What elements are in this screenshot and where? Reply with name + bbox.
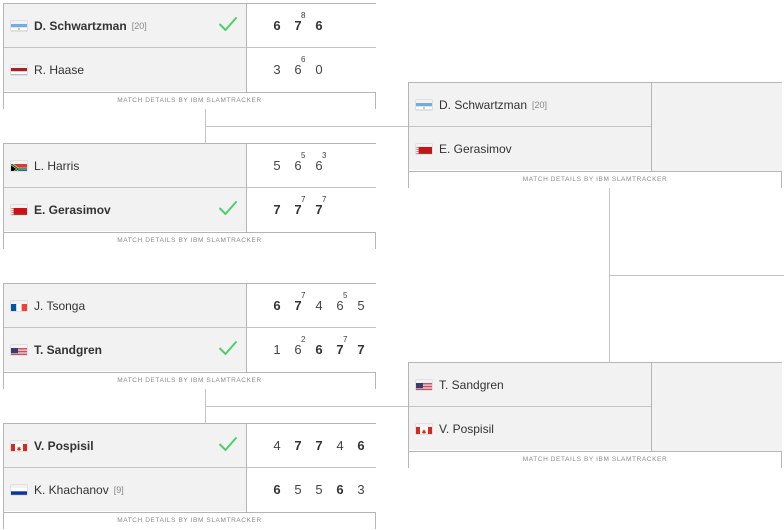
set-score <box>330 291 351 313</box>
canada-flag-icon <box>11 441 27 451</box>
tiebreak-score: 7 <box>322 195 327 204</box>
match-details-link[interactable]: MATCH DETAILS BY IBM SLAMTRACKER <box>409 171 781 188</box>
player-name[interactable]: E. Gerasimov <box>34 202 111 217</box>
set-score <box>351 298 372 313</box>
set-scores <box>247 335 372 357</box>
set-score <box>267 62 288 77</box>
score-panel <box>246 424 376 512</box>
match-details-link[interactable]: MATCH DETAILS BY IBM SLAMTRACKER <box>4 512 375 529</box>
set-games: 7 <box>357 342 366 357</box>
score-line <box>652 83 782 126</box>
set-score <box>267 438 288 453</box>
set-score <box>309 342 330 357</box>
score-line <box>247 468 376 511</box>
set-score <box>267 342 288 357</box>
set-score <box>309 195 330 217</box>
set-games: 6 <box>294 158 303 173</box>
set-games: 6 <box>315 18 324 33</box>
score-line <box>652 363 782 406</box>
set-scores <box>247 291 372 313</box>
player-row[interactable] <box>409 127 651 170</box>
score-panel <box>651 363 782 451</box>
set-games: 6 <box>336 482 345 497</box>
set-score <box>351 438 372 453</box>
set-games: 4 <box>273 438 282 453</box>
set-games: 1 <box>273 342 282 357</box>
score-line <box>652 407 782 450</box>
score-line <box>247 188 376 231</box>
bracket-connector <box>609 275 784 276</box>
set-games: 6 <box>357 438 366 453</box>
match-card[interactable] <box>408 362 782 468</box>
tiebreak-score: 6 <box>301 55 306 64</box>
set-score <box>288 151 309 173</box>
score-panel <box>246 4 376 92</box>
set-games: 5 <box>357 298 366 313</box>
check-icon <box>218 200 238 216</box>
match-card[interactable] <box>3 143 376 249</box>
set-scores <box>247 11 330 33</box>
player-name[interactable]: T. Sandgren <box>34 342 103 357</box>
tiebreak-score: 7 <box>301 291 306 300</box>
player-row[interactable] <box>4 48 246 91</box>
player-name[interactable]: L. Harris <box>34 158 80 173</box>
match-card[interactable] <box>3 3 376 109</box>
player-name[interactable]: V. Pospisil <box>439 421 494 436</box>
set-score <box>267 482 288 497</box>
set-games: 6 <box>273 18 282 33</box>
set-score <box>267 18 288 33</box>
score-panel <box>651 83 782 171</box>
set-scores <box>247 55 330 77</box>
set-score <box>288 11 309 33</box>
player-row[interactable] <box>4 284 246 328</box>
set-games: 7 <box>315 202 324 217</box>
set-score <box>309 62 330 77</box>
player-row[interactable] <box>4 144 246 188</box>
set-games: 7 <box>336 342 345 357</box>
tiebreak-score: 3 <box>322 151 327 160</box>
argentina-flag-icon <box>11 21 27 31</box>
set-score <box>330 438 351 453</box>
set-games: 7 <box>273 202 282 217</box>
player-row[interactable] <box>409 363 651 407</box>
score-line <box>247 4 376 48</box>
set-games: 6 <box>273 482 282 497</box>
check-icon <box>218 436 238 452</box>
player-row[interactable] <box>4 468 246 511</box>
belarus-flag-icon <box>416 144 432 154</box>
set-games: 3 <box>357 482 366 497</box>
set-scores <box>247 482 372 497</box>
set-games: 6 <box>315 342 324 357</box>
set-score <box>288 335 309 357</box>
set-games: 6 <box>273 298 282 313</box>
set-games: 6 <box>315 158 324 173</box>
tiebreak-score: 5 <box>301 151 306 160</box>
set-score <box>288 482 309 497</box>
set-score <box>309 151 330 173</box>
set-games: 6 <box>294 62 303 77</box>
set-score <box>267 158 288 173</box>
match-details-link[interactable]: MATCH DETAILS BY IBM SLAMTRACKER <box>4 92 375 109</box>
set-games: 6 <box>294 342 303 357</box>
match-card[interactable] <box>3 283 376 389</box>
match-details-link[interactable]: MATCH DETAILS BY IBM SLAMTRACKER <box>4 232 375 249</box>
score-line <box>247 144 376 188</box>
set-score <box>288 291 309 313</box>
canada-flag-icon <box>416 424 432 434</box>
match-details-link[interactable]: MATCH DETAILS BY IBM SLAMTRACKER <box>409 451 781 468</box>
bracket-connector <box>205 406 408 407</box>
set-score <box>309 482 330 497</box>
player-name[interactable]: K. Khachanov <box>34 482 109 497</box>
set-score <box>288 55 309 77</box>
tiebreak-score: 2 <box>301 335 306 344</box>
player-name[interactable]: T. Sandgren <box>439 377 504 392</box>
player-seed: [20] <box>131 20 147 31</box>
player-row[interactable] <box>4 424 246 468</box>
set-score <box>309 438 330 453</box>
set-games: 7 <box>294 202 303 217</box>
match-card[interactable] <box>408 82 782 188</box>
set-games: 7 <box>294 18 303 33</box>
france-flag-icon <box>11 301 27 311</box>
player-seed: [20] <box>532 99 548 110</box>
check-icon <box>218 16 238 32</box>
argentina-flag-icon <box>416 100 432 110</box>
set-games: 0 <box>315 62 324 77</box>
score-line <box>247 284 376 328</box>
set-score <box>288 195 309 217</box>
score-panel <box>246 144 376 232</box>
bracket-connector <box>205 126 408 127</box>
player-row[interactable] <box>4 4 246 48</box>
tiebreak-score: 7 <box>343 335 348 344</box>
score-panel <box>246 284 376 372</box>
set-scores <box>247 195 330 217</box>
player-name[interactable]: V. Pospisil <box>34 438 94 453</box>
set-games: 4 <box>315 298 324 313</box>
set-score <box>351 342 372 357</box>
belarus-flag-icon <box>11 205 27 215</box>
russia-flag-icon <box>11 485 27 495</box>
player-row[interactable] <box>4 188 246 231</box>
player-name[interactable]: E. Gerasimov <box>439 141 512 156</box>
set-score <box>330 482 351 497</box>
set-games: 4 <box>336 438 345 453</box>
set-games: 5 <box>273 158 282 173</box>
south-africa-flag-icon <box>11 161 27 171</box>
set-score <box>309 298 330 313</box>
match-details-link[interactable]: MATCH DETAILS BY IBM SLAMTRACKER <box>4 372 375 389</box>
player-seed: [9] <box>113 484 124 495</box>
set-games: 7 <box>294 298 303 313</box>
set-score <box>288 438 309 453</box>
usa-flag-icon <box>416 380 432 390</box>
set-score <box>309 18 330 33</box>
usa-flag-icon <box>11 345 27 355</box>
check-icon <box>218 340 238 356</box>
set-games: 7 <box>294 438 303 453</box>
score-line <box>652 127 782 170</box>
player-name[interactable]: J. Tsonga <box>34 298 86 313</box>
player-name[interactable]: D. Schwartzman <box>439 97 528 112</box>
set-games: 3 <box>273 62 282 77</box>
match-card[interactable] <box>3 423 376 529</box>
set-score <box>267 298 288 313</box>
player-row[interactable] <box>409 83 651 127</box>
set-scores <box>247 151 330 173</box>
player-row[interactable] <box>409 407 651 450</box>
player-row[interactable] <box>4 328 246 371</box>
player-name[interactable]: R. Haase <box>34 62 85 77</box>
score-line <box>247 328 376 371</box>
netherlands-flag-icon <box>11 65 27 75</box>
tiebreak-score: 7 <box>301 195 306 204</box>
player-name[interactable]: D. Schwartzman <box>34 18 127 33</box>
set-score <box>351 482 372 497</box>
tiebreak-score: 8 <box>301 11 306 20</box>
set-games: 5 <box>315 482 324 497</box>
set-games: 6 <box>336 298 345 313</box>
score-line <box>247 48 376 91</box>
set-games: 5 <box>294 482 303 497</box>
set-games: 7 <box>315 438 324 453</box>
set-score <box>330 335 351 357</box>
tiebreak-score: 5 <box>343 291 348 300</box>
set-scores <box>247 438 372 453</box>
score-line <box>247 424 376 468</box>
set-score <box>267 202 288 217</box>
